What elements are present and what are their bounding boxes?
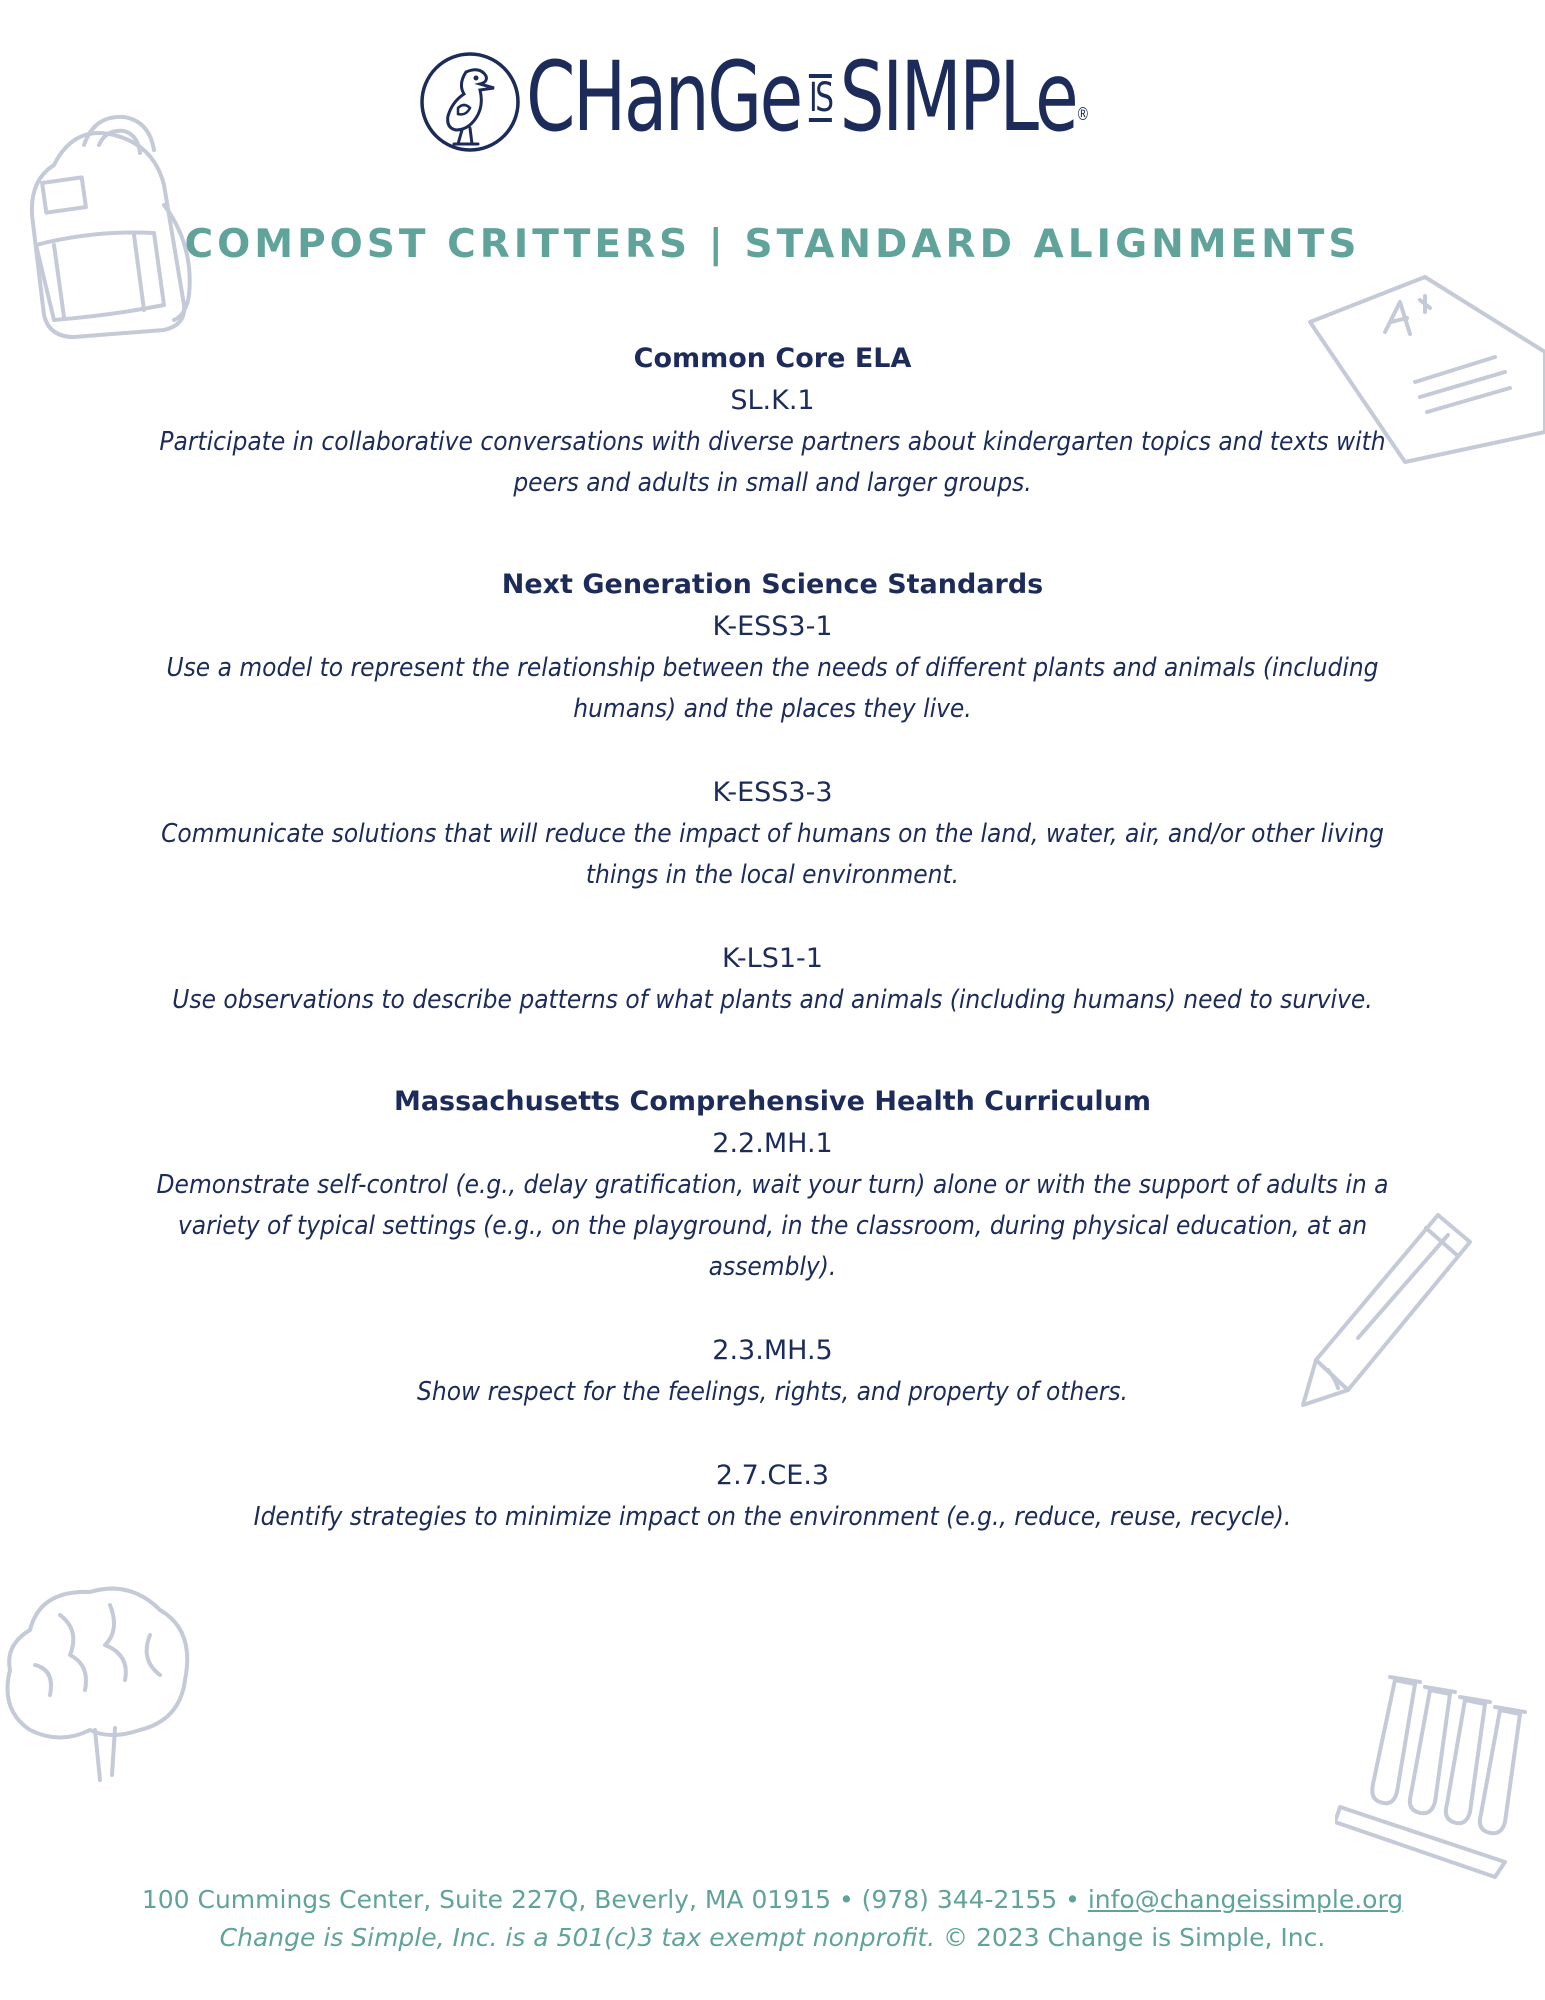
footer-nonprofit: Change is Simple, Inc. is a 501(c)3 tax exempt nonprofit. <box>219 1923 936 1952</box>
standard-description: Demonstrate self-control (e.g., delay gratification, wait your turn) alone or with the support of adults in a variety of typical settings (e.g., on the playground, in the classroom, during physical education, at an assembly). <box>156 1170 1389 1282</box>
footer-address: 100 Cummings Center, Suite 227Q, Beverly, MA 01915 • (978) 344-2155 • <box>141 1885 1088 1914</box>
standard-code: SL.K.1 <box>730 385 815 416</box>
brain-icon <box>0 1570 200 1785</box>
section-ngss <box>150 564 1395 1021</box>
standard-code: 2.3.MH.5 <box>712 1335 833 1366</box>
standard-description: Use observations to describe patterns of what plants and animals (including humans) need to survive. <box>172 985 1373 1015</box>
test-tubes-icon <box>1335 1672 1545 1882</box>
brand-wordmark <box>526 42 1087 152</box>
section-heading: Next Generation Science Standards <box>501 569 1044 600</box>
standard-item <box>150 1330 1395 1413</box>
registered-mark: ® <box>1076 104 1088 125</box>
standard-code: 2.7.CE.3 <box>715 1460 830 1491</box>
footer-contact <box>0 1880 1545 1920</box>
standard-description: Identify strategies to minimize impact on the environment (e.g., reduce, reuse, recycle). <box>253 1502 1292 1532</box>
standard-code: K-LS1-1 <box>722 943 823 974</box>
section-ma-health <box>150 1081 1395 1538</box>
standard-description: Show respect for the feelings, rights, and property of others. <box>417 1377 1128 1407</box>
bird-logo-icon <box>418 50 522 154</box>
standard-item <box>150 1455 1395 1538</box>
brand-logo[interactable] <box>418 41 1128 158</box>
standard-item <box>150 380 1395 504</box>
standard-code: K-ESS3-1 <box>712 611 833 642</box>
standard-item <box>150 772 1395 896</box>
brand-word-simple: SIMPLe <box>839 41 1077 153</box>
page-title: COMPOST CRITTERS | STANDARD ALIGNMENTS <box>184 222 1361 267</box>
standard-item <box>150 1123 1395 1288</box>
section-heading: Common Core ELA <box>633 343 912 374</box>
section-common-core <box>150 338 1395 504</box>
brand-word-is: IS <box>808 74 832 121</box>
standard-item <box>150 606 1395 730</box>
footer-copyright: © 2023 Change is Simple, Inc. <box>935 1923 1326 1952</box>
standard-description: Participate in collaborative conversations with diverse partners about kindergarten topics and texts with peers and adults in small and larger groups. <box>159 427 1386 498</box>
standard-description: Use a model to represent the relationship between the needs of different plants and animals (including humans) and the places they live. <box>166 653 1379 724</box>
footer-email-link[interactable]: info@changeissimple.org <box>1087 1885 1404 1914</box>
standard-description: Communicate solutions that will reduce the impact of humans on the land, water, air, and/or other living things in the local environment. <box>161 819 1384 890</box>
standard-code: 2.2.MH.1 <box>712 1128 833 1159</box>
standard-code: K-ESS3-3 <box>712 777 833 808</box>
standard-item <box>150 938 1395 1021</box>
section-heading: Massachusetts Comprehensive Health Curriculum <box>393 1086 1152 1117</box>
standards-list <box>150 338 1395 1598</box>
page-header <box>0 41 1545 158</box>
brand-word-change: CHanGe <box>526 41 801 153</box>
footer-legal <box>0 1918 1545 1958</box>
